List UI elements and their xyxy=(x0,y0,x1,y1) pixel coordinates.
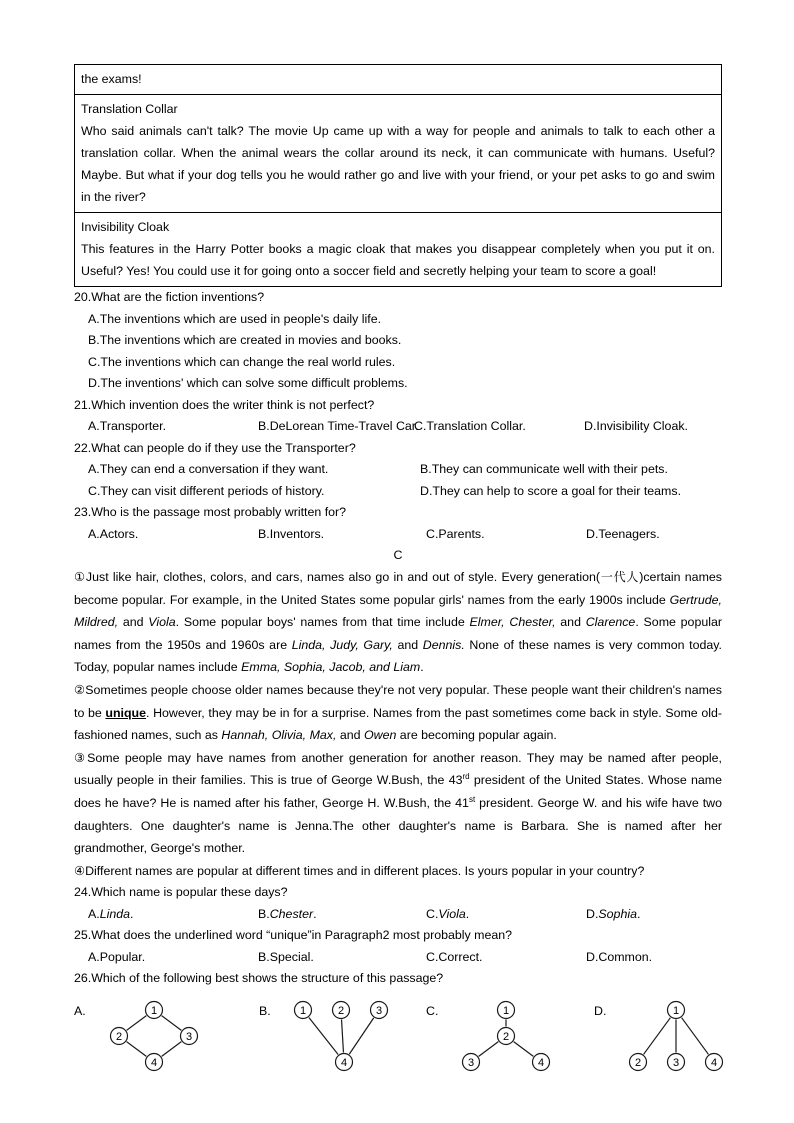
text-run: and xyxy=(555,615,586,630)
question-20-option-c[interactable]: C.The inventions which can change the real world rules. xyxy=(88,354,396,369)
option-value: Sophia xyxy=(598,906,637,921)
passage-paragraph-1 xyxy=(74,566,722,679)
diagram-option-c-graph xyxy=(454,996,569,1078)
diagram-option-a-graph xyxy=(102,996,217,1078)
continued-text: the exams! xyxy=(81,72,142,86)
question-20-stem: 20.What are the fiction inventions? xyxy=(74,290,265,304)
text-run: . Some popular names from the 1950s and 1960s are xyxy=(74,615,723,652)
diagram-edge xyxy=(349,1018,373,1054)
diagram-node-label: 1 xyxy=(299,1004,307,1017)
question-23-option-b[interactable]: B.Inventors. xyxy=(258,526,325,541)
question-25-option-a[interactable]: A.Popular. xyxy=(88,949,146,964)
question-22-option-b[interactable]: B.They can communicate well with their pets. xyxy=(420,462,668,476)
diagram-edge xyxy=(127,1015,147,1030)
question-23-options xyxy=(74,524,722,546)
italic-name: Owen xyxy=(363,728,397,743)
diagram-node-label: 2 xyxy=(634,1056,642,1069)
question-25-stem: 25.What does the underlined word “unique”in Paragraph2 most probably mean? xyxy=(74,928,513,943)
question-24-stem: 24.Which name is popular these days? xyxy=(74,885,288,900)
passage-paragraph-4 xyxy=(74,860,722,883)
diagram-option-d-label: D. xyxy=(594,1003,607,1018)
table-row xyxy=(75,65,722,95)
question-23-option-d[interactable]: D.Teenagers. xyxy=(586,526,660,541)
question-22-option-d[interactable]: D.They can help to score a goal for their teams. xyxy=(420,483,682,498)
text-run: Just like hair, clothes, colors, and cars, names also go in and out of style. Every generation( xyxy=(85,570,601,584)
question-23-option-c[interactable]: C.Parents. xyxy=(426,526,485,541)
invisibility-cloak-heading: Invisibility Cloak xyxy=(81,220,170,234)
italic-name: Elmer, Chester, xyxy=(469,615,556,630)
diagram-edge xyxy=(682,1017,709,1054)
question-25-options xyxy=(74,947,722,969)
question-22-stem: 22.What can people do if they use the Transporter? xyxy=(74,440,356,455)
translation-collar-heading: Translation Collar xyxy=(81,102,178,116)
passage-c xyxy=(74,566,722,882)
paragraph-marker: ③ xyxy=(74,749,88,765)
ordinal-suffix: rd xyxy=(462,772,470,782)
option-value: Linda xyxy=(99,906,131,921)
question-23-stem: 23.Who is the passage most probably written for? xyxy=(74,505,347,519)
option-tail: . xyxy=(313,906,317,921)
diagram-edge xyxy=(127,1041,147,1056)
question-21-stem: 21.Which invention does the writer think is not perfect? xyxy=(74,397,375,412)
italic-name: Gertrude, Mildred, xyxy=(74,592,722,630)
question-25 xyxy=(74,925,722,968)
question-24-options xyxy=(74,904,722,926)
question-20-option-d[interactable]: D.The inventions' which can solve some difficult problems. xyxy=(88,376,408,390)
text-run: and xyxy=(336,728,364,743)
option-tail: . xyxy=(637,906,641,921)
section-letter-c: C xyxy=(393,548,403,562)
question-23 xyxy=(74,502,722,545)
question-21 xyxy=(74,395,722,438)
diagram-option-b-label: B. xyxy=(259,1003,271,1018)
diagram-node-label: 2 xyxy=(115,1030,123,1043)
diagram-edge xyxy=(162,1041,182,1056)
option-value: Chester xyxy=(269,906,314,921)
question-20 xyxy=(74,287,722,395)
text-run: Sometimes people choose older names because they're not very popular. These people want their children's names to be xyxy=(74,682,723,720)
question-21-option-d[interactable]: D.Invisibility Cloak. xyxy=(584,419,688,433)
paragraph-marker: ① xyxy=(74,569,86,584)
question-26-diagram-options xyxy=(74,996,722,1080)
diagram-edge xyxy=(342,1019,344,1052)
underlined-word: unique xyxy=(105,705,147,720)
diagram-node-label: 3 xyxy=(467,1056,475,1069)
table-row xyxy=(75,95,722,213)
diagram-node-label: 4 xyxy=(340,1056,348,1069)
diagram-node-label: 1 xyxy=(672,1004,680,1017)
text-run: are becoming popular again. xyxy=(396,728,557,743)
paragraph-marker: ② xyxy=(74,681,86,697)
diagram-option-b-graph xyxy=(287,996,402,1078)
invisibility-cloak-body: This features in the Harry Potter books a magic cloak that makes you disappear completely when you put it on. Useful? Yes! You could use it for going onto a soccer field and secretly helping your team to score a goal! xyxy=(81,242,715,278)
question-26 xyxy=(74,968,722,1080)
table-row xyxy=(75,213,722,287)
text-run: and xyxy=(392,637,423,652)
reading-passage-table xyxy=(74,64,722,287)
passage-paragraph-2 xyxy=(74,679,722,747)
question-22-option-c[interactable]: C.They can visit different periods of history. xyxy=(88,483,325,498)
question-22 xyxy=(74,438,722,503)
question-21-option-a[interactable]: A.Transporter. xyxy=(88,419,167,433)
text-run: and xyxy=(118,615,149,630)
diagram-edge xyxy=(309,1017,338,1054)
italic-name: Dennis. xyxy=(422,637,465,652)
diagram-node-label: 4 xyxy=(150,1056,158,1069)
diagram-edge xyxy=(514,1041,534,1056)
question-25-option-b[interactable]: B.Special. xyxy=(258,949,314,964)
diagram-node-label: 1 xyxy=(150,1004,158,1017)
passage-paragraph-3 xyxy=(74,747,722,860)
diagram-node-label: 3 xyxy=(375,1004,383,1017)
question-24-option-c[interactable] xyxy=(426,904,469,926)
table-body xyxy=(75,65,722,287)
diagram-option-c-label: C. xyxy=(426,1003,439,1018)
text-run: None of these names is very common today. Today, popular names include xyxy=(74,637,722,675)
question-25-option-d[interactable]: D.Common. xyxy=(586,949,653,964)
question-21-option-b[interactable]: B.DeLorean Time-Travel Car. xyxy=(258,419,419,433)
question-24-option-a[interactable] xyxy=(88,904,134,926)
option-letter: A. xyxy=(88,906,100,921)
text-run: Some people may have names from another generation for another reason. They may be named after people, usually people in their families. This is true of George W.Bush, the 43 xyxy=(74,750,722,788)
diagram-option-a-label: A. xyxy=(74,1003,86,1018)
chinese-gloss: 一代人 xyxy=(600,570,640,584)
italic-name: Hannah, Olivia, Max, xyxy=(221,728,337,743)
option-tail: . xyxy=(465,906,470,921)
option-tail: . xyxy=(130,906,134,921)
question-21-option-c[interactable]: C.Translation Collar. xyxy=(414,419,526,433)
paragraph-marker: ④ xyxy=(74,862,86,878)
translation-collar-body: Who said animals can't talk? The movie Up came up with a way for people and animals to talk to each other a translation collar. When the animal wears the collar around its neck, it can communicate with humans. Useful? Maybe. But what if your dog tells you he would rather go and live with your friend, or your pet asks to go and swim in the river? xyxy=(81,124,715,204)
diagram-node-label: 4 xyxy=(710,1056,718,1069)
diagram-edge xyxy=(162,1015,182,1030)
question-24 xyxy=(74,882,722,925)
diagram-node-label: 3 xyxy=(672,1056,680,1069)
text-run: )certain names become popular. For example, in the United States some popular girls' names from the early 1900s include xyxy=(74,570,722,607)
question-23-option-a[interactable]: A.Actors. xyxy=(88,526,139,541)
text-run: . Some popular boys' names from that time include xyxy=(175,615,470,630)
italic-name: Clarence xyxy=(585,615,636,630)
question-21-options xyxy=(74,416,722,438)
option-letter: C. xyxy=(426,906,439,921)
question-24-option-d[interactable] xyxy=(586,904,640,926)
diagram-node-label: 3 xyxy=(185,1030,193,1043)
diagram-edge xyxy=(644,1017,671,1054)
diagram-option-d-graph xyxy=(622,996,737,1078)
diagram-edge xyxy=(479,1041,499,1056)
question-26-stem: 26.Which of the following best shows the structure of this passage? xyxy=(74,971,444,986)
page-content xyxy=(74,64,722,1080)
question-25-option-c[interactable]: C.Correct. xyxy=(426,949,483,964)
text-run: . However, they may be in for a surprise. Names from the past sometimes come back in style. Some old-fashioned names, such as xyxy=(74,705,722,743)
table-cell-translation-collar xyxy=(75,95,722,213)
diagram-node-label: 2 xyxy=(337,1004,345,1017)
question-20-option-b[interactable]: B.The inventions which are created in movies and books. xyxy=(88,333,402,347)
diagram-node-label: 2 xyxy=(502,1030,510,1043)
ordinal-suffix: st xyxy=(468,794,476,804)
option-letter: B. xyxy=(258,906,270,921)
diagram-node-label: 4 xyxy=(537,1056,545,1069)
diagram-node-label: 1 xyxy=(502,1004,510,1017)
question-20-option-a[interactable]: A.The inventions which are used in people's daily life. xyxy=(88,311,382,326)
question-24-option-b[interactable] xyxy=(258,904,317,926)
option-letter: D. xyxy=(586,906,599,921)
italic-name: Emma, Sophia, Jacob, and Liam xyxy=(241,660,421,675)
text-run: president. George W. and his wife have two daughters. One daughter's name is Jenna.The other daughter's name is Barbara. She is named after her grandmother, George's mother. xyxy=(74,795,723,856)
italic-name: Linda, Judy, Gary, xyxy=(291,637,393,652)
table-cell-invisibility-cloak xyxy=(75,213,722,287)
question-22-options-row2 xyxy=(74,481,722,503)
table-cell-continued xyxy=(75,65,722,95)
text-run: president of the United States. Whose name does he have? He is named after his father, George H. W.Bush, the 41 xyxy=(74,773,722,810)
option-value: Viola xyxy=(438,906,466,921)
text-run: Different names are popular at different times and in different places. Is yours popular in your country? xyxy=(85,863,645,878)
text-run: . xyxy=(420,660,424,675)
question-22-option-a[interactable]: A.They can end a conversation if they want. xyxy=(88,462,329,476)
question-22-options-row1 xyxy=(74,459,722,481)
italic-name: Viola xyxy=(148,615,176,630)
